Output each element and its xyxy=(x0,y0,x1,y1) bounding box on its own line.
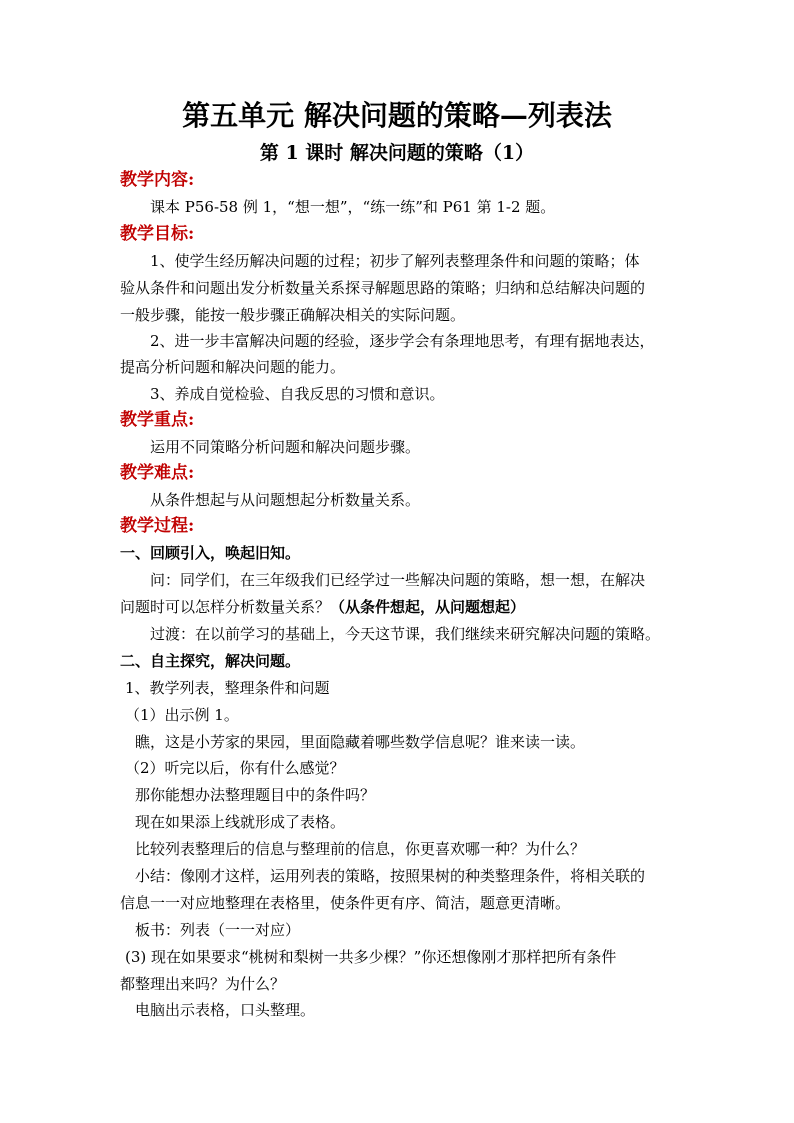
content-heading: 教学内容: xyxy=(120,170,195,190)
objective-line-3: 一般步骤，能按一般步骤正确解决相关的实际问题。 xyxy=(120,306,466,324)
section-2-part-1-text: 瞧，这是小芳家的果园，里面隐藏着哪些数学信息呢？谁来读一读。 xyxy=(135,733,586,751)
section-2-part-2: （2）听完以后，你有什么感觉？ xyxy=(125,759,345,777)
key-points-text: 运用不同策略分析问题和解决问题步骤。 xyxy=(150,438,421,456)
section-1-question-line-2 xyxy=(120,597,525,617)
section-2-step-1: 1、教学列表，整理条件和问题 xyxy=(125,679,330,697)
objective-line-4: 2、进一步丰富解决问题的经验，逐步学会有条理地思考，有理有据地表达， xyxy=(150,332,655,350)
section-2-part-3-line-1: (3) 现在如果要求“桃树和梨树一共多少棵？”你还想像刚才那样把所有条件 xyxy=(125,948,617,966)
section-1-question-line-1: 问：同学们，在三年级我们已经学过一些解决问题的策略，想一想，在解决 xyxy=(150,571,646,589)
section-2-part-3-line-3: 电脑出示表格，口头整理。 xyxy=(135,1001,316,1019)
key-points-heading: 教学重点: xyxy=(120,410,195,430)
objective-line-1: 1、使学生经历解决问题的过程；初步了解列表整理条件和问题的策略；体 xyxy=(150,252,640,270)
section-1-transition: 过渡：在以前学习的基础上，今天这节课，我们继续来研究解决问题的策略。 xyxy=(150,625,661,643)
objectives-heading: 教学目标: xyxy=(120,224,195,244)
process-heading: 教学过程: xyxy=(120,516,195,536)
section-2-summary-line-2: 信息一一对应地整理在表格里，使条件更有序、简洁，题意更清晰。 xyxy=(120,894,571,912)
section-2-title: 二、自主探究，解决问题。 xyxy=(120,652,301,670)
section-2-blackboard: 板书：列表（一一对应） xyxy=(135,921,301,939)
section-1-title: 一、回顾引入，唤起旧知。 xyxy=(120,544,301,562)
section-2-part-2-line-3: 比较列表整理后的信息与整理前的信息，你更喜欢哪一种？为什么？ xyxy=(135,840,586,858)
section-2-part-3-line-2: 都整理出来吗？为什么？ xyxy=(120,975,286,993)
objective-line-6: 3、养成自觉检验、自我反思的习惯和意识。 xyxy=(150,385,445,403)
section-2-part-2-line-2: 现在如果添上线就形成了表格。 xyxy=(135,813,346,831)
content-text: 课本 P56-58 例 1，“想一想”，“练一练”和 P61 第 1-2 题。 xyxy=(150,198,556,216)
section-2-part-1: （1）出示例 1。 xyxy=(125,706,239,724)
section-1-question-text: 问题时可以怎样分析数量关系？ xyxy=(120,598,331,616)
section-2-part-2-line-1: 那你能想办法整理题目中的条件吗？ xyxy=(135,786,376,804)
lesson-subtitle: 第 1 课时 解决问题的策略（1） xyxy=(259,142,535,164)
section-2-summary-line-1: 小结：像刚才这样，运用列表的策略，按照果树的种类整理条件，将相关联的 xyxy=(135,867,646,885)
difficulties-heading: 教学难点: xyxy=(120,463,195,483)
section-1-answer: （从条件想起，从问题想起） xyxy=(330,598,526,616)
objective-line-2: 验从条件和问题出发分析数量关系探寻解题思路的策略；归纳和总结解决问题的 xyxy=(120,279,646,297)
document-title: 第五单元 解决问题的策略—列表法 xyxy=(182,99,612,132)
difficulties-text: 从条件想起与从问题想起分析数量关系。 xyxy=(150,491,421,509)
objective-line-5: 提高分析问题和解决问题的能力。 xyxy=(120,358,346,376)
